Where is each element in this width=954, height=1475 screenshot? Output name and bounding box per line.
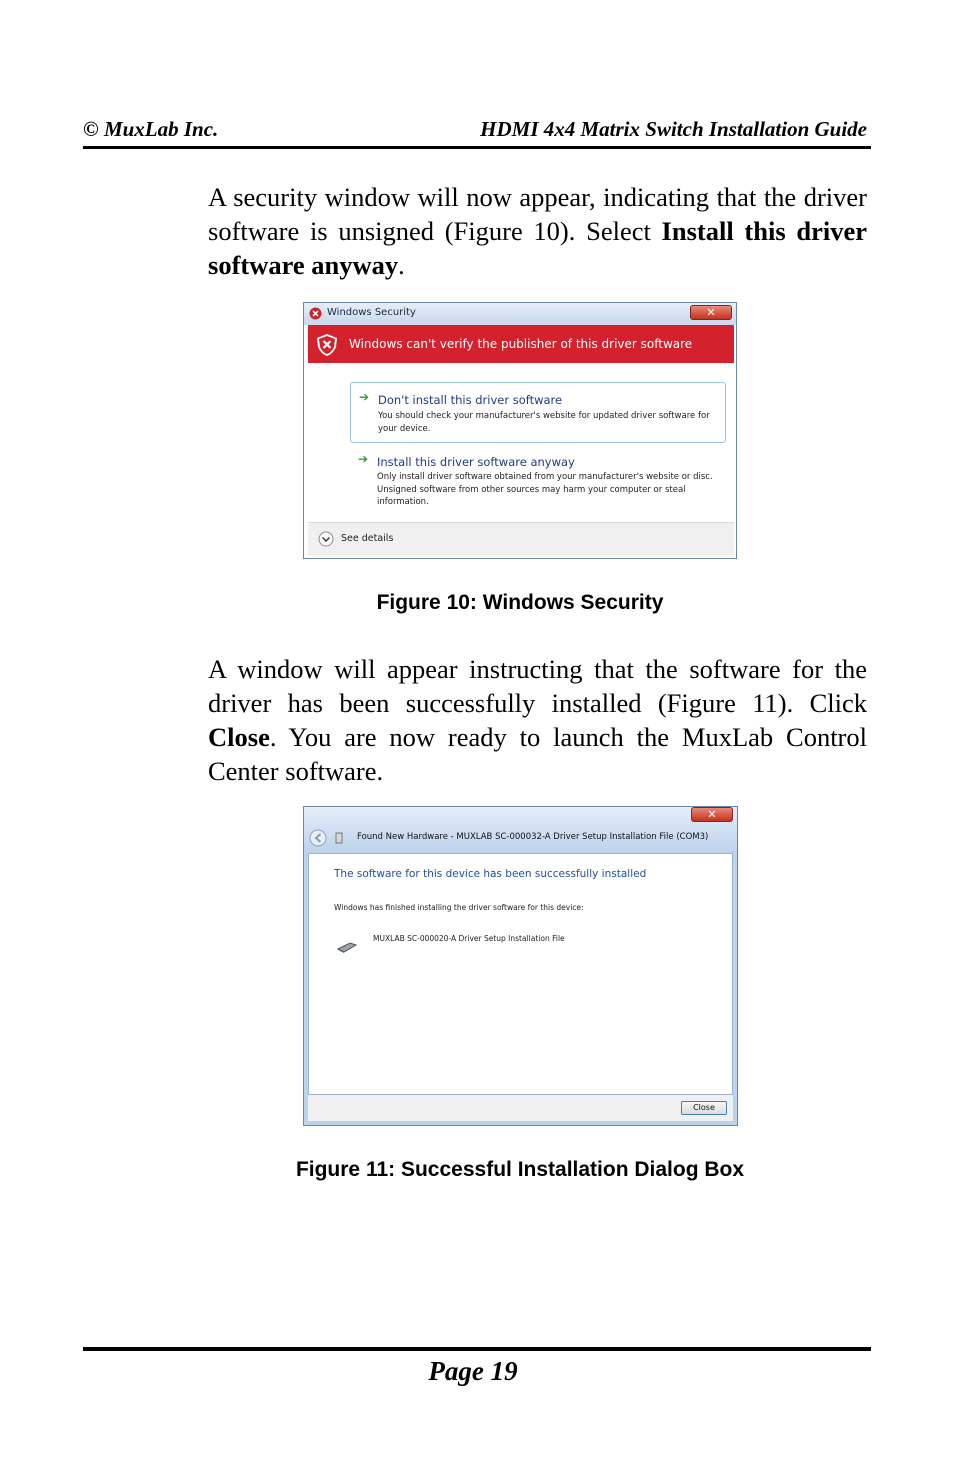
header-company: © MuxLab Inc. (83, 117, 219, 141)
paragraph-bold: Install this driver software anyway (208, 216, 867, 280)
green-arrow-icon: ➔ (358, 452, 369, 466)
window-title: Windows Security (327, 307, 416, 318)
green-arrow-icon: ➔ (359, 390, 370, 404)
header-title: HDMI 4x4 Matrix Switch Installation Guide (480, 117, 867, 141)
option-description: You should check your manufacturer's website for updated driver software for your device. (378, 411, 710, 434)
device-name: MUXLAB SC-000020-A Driver Setup Installation File (373, 934, 565, 943)
paragraph-text-end: . You are now ready to launch the MuxLab Control Center software. (208, 722, 867, 786)
shield-x-icon (316, 333, 338, 357)
figure-successful-installation (303, 806, 738, 1126)
paragraph-text: A security window will now appear, indicating that the driver software is unsigned (Figure 10). Select (208, 182, 867, 246)
device-icon (336, 940, 358, 954)
option-description: Only install driver software obtained from your manufacturer's website or disc. Unsigned software from other sources may harm your computer or steal information. (377, 472, 713, 507)
close-button[interactable] (690, 305, 732, 320)
option-dont-install[interactable] (350, 382, 726, 443)
hardware-icon (335, 832, 343, 844)
paragraph-text: A window will appear instructing that the software for the driver has been successfully installed (Figure 11). Click (208, 654, 867, 718)
window-title: Found New Hardware - MUXLAB SC-000032-A Driver Setup Installation File (COM3) (357, 832, 709, 842)
warning-banner (308, 325, 734, 363)
banner-text: Windows can't verify the publisher of this driver software (349, 337, 693, 351)
success-heading: The software for this device has been successfully installed (334, 868, 647, 880)
option-title: Install this driver software anyway (377, 455, 575, 469)
window-titlebar (304, 807, 737, 853)
close-icon: ✕ (706, 306, 716, 319)
see-details-link[interactable]: See details (341, 533, 394, 544)
shield-error-icon (309, 307, 322, 320)
page-number: Page 19 (428, 1356, 518, 1386)
paragraph-security-window (208, 180, 867, 282)
details-bar (308, 522, 734, 556)
header-rule (83, 146, 871, 149)
close-button[interactable] (691, 807, 733, 822)
success-subtext: Windows has finished installing the driver software for this device: (334, 903, 584, 912)
figure11-caption: Figure 11: Successful Installation Dialog Box (295, 1158, 745, 1181)
paragraph-text-end: . (398, 250, 405, 280)
figure-windows-security (303, 302, 737, 559)
footer-rule (83, 1347, 871, 1351)
close-icon: ✕ (707, 808, 717, 821)
close-dialog-button[interactable]: Close (681, 1101, 727, 1115)
paragraph-bold: Close (208, 722, 270, 752)
paragraph-success-window (208, 652, 867, 788)
figure10-caption: Figure 10: Windows Security (376, 591, 664, 614)
option-title: Don't install this driver software (378, 393, 563, 407)
dialog-body (308, 853, 733, 1095)
dialog-footer (308, 1095, 733, 1121)
window-titlebar (304, 303, 736, 325)
back-arrow-icon[interactable] (309, 829, 327, 847)
option-install-anyway[interactable] (350, 445, 726, 515)
chevron-down-icon[interactable] (318, 531, 334, 547)
